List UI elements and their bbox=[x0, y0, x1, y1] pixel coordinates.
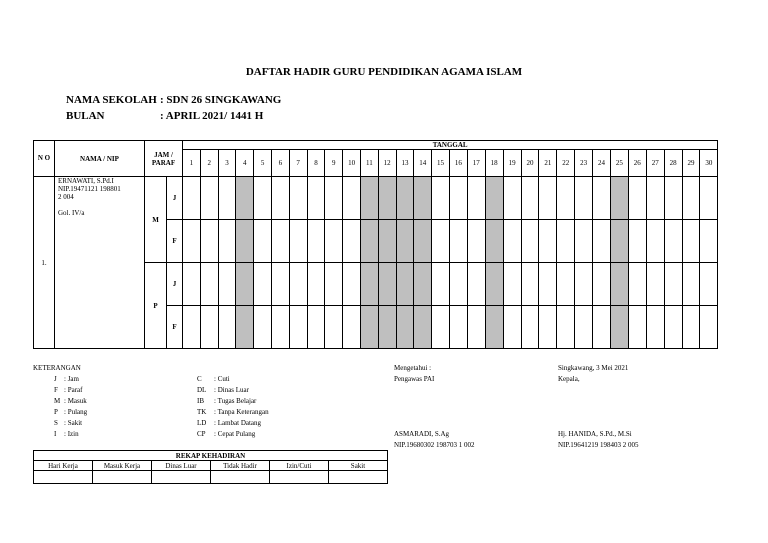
col-no-header: N O bbox=[34, 141, 55, 177]
day-header: 18 bbox=[485, 150, 503, 177]
keterangan-item bbox=[54, 397, 87, 405]
day-cell bbox=[664, 220, 682, 263]
day-cell bbox=[485, 306, 503, 349]
day-cell bbox=[646, 306, 664, 349]
day-cell bbox=[700, 306, 718, 349]
day-cell bbox=[467, 220, 485, 263]
keterangan-item bbox=[54, 375, 79, 383]
day-cell bbox=[325, 306, 343, 349]
day-cell bbox=[236, 177, 254, 220]
day-cell bbox=[467, 177, 485, 220]
day-cell bbox=[449, 220, 467, 263]
day-cell bbox=[610, 220, 628, 263]
sig-right-nip: NIP.19641219 198403 2 005 bbox=[558, 441, 639, 449]
keterangan-code: CP bbox=[197, 430, 206, 438]
day-header: 20 bbox=[521, 150, 539, 177]
keterangan-item bbox=[54, 430, 79, 438]
day-cell bbox=[254, 220, 272, 263]
keterangan-code: I bbox=[54, 430, 57, 438]
day-cell bbox=[307, 306, 325, 349]
masuk-label: M bbox=[145, 177, 167, 263]
day-cell bbox=[396, 220, 414, 263]
day-cell bbox=[396, 263, 414, 306]
day-cell bbox=[575, 306, 593, 349]
day-cell bbox=[664, 263, 682, 306]
sig-left-role: Pengawas PAI bbox=[394, 375, 435, 383]
day-cell bbox=[432, 220, 450, 263]
day-cell bbox=[575, 220, 593, 263]
keterangan-code: F bbox=[54, 386, 58, 394]
day-cell bbox=[236, 220, 254, 263]
day-cell bbox=[414, 220, 432, 263]
day-cell bbox=[700, 263, 718, 306]
keterangan-code: M bbox=[54, 397, 61, 405]
day-cell bbox=[449, 177, 467, 220]
keterangan-desc: : Paraf bbox=[64, 386, 83, 394]
day-cell bbox=[557, 306, 575, 349]
teacher-nip: NIP.19471121 198801 bbox=[58, 185, 121, 193]
sig-right-role: Kepala, bbox=[558, 375, 580, 383]
day-header: 3 bbox=[218, 150, 236, 177]
day-cell bbox=[593, 263, 611, 306]
day-cell bbox=[521, 220, 539, 263]
day-cell bbox=[682, 177, 700, 220]
keterangan-code: IB bbox=[197, 397, 204, 405]
day-cell bbox=[289, 220, 307, 263]
day-cell bbox=[628, 220, 646, 263]
day-header: 9 bbox=[325, 150, 343, 177]
day-cell bbox=[682, 220, 700, 263]
keterangan-desc: : Dinas Luar bbox=[214, 386, 249, 394]
keterangan-desc: : Cepat Pulang bbox=[214, 430, 256, 438]
day-cell bbox=[271, 263, 289, 306]
day-header: 2 bbox=[200, 150, 218, 177]
keterangan-title: KETERANGAN bbox=[33, 364, 81, 372]
teacher-name: ERNAWATI, S.Pd.I bbox=[58, 177, 114, 185]
day-cell bbox=[343, 263, 361, 306]
school-label: NAMA SEKOLAH bbox=[66, 94, 157, 106]
day-cell bbox=[610, 177, 628, 220]
day-cell bbox=[289, 306, 307, 349]
keterangan-code: DL bbox=[197, 386, 207, 394]
day-cell bbox=[236, 263, 254, 306]
day-cell bbox=[593, 306, 611, 349]
day-cell bbox=[646, 263, 664, 306]
day-header: 30 bbox=[700, 150, 718, 177]
day-cell bbox=[343, 220, 361, 263]
keterangan-item bbox=[54, 408, 87, 416]
day-cell bbox=[325, 263, 343, 306]
day-header: 21 bbox=[539, 150, 557, 177]
day-cell bbox=[200, 220, 218, 263]
day-cell bbox=[414, 177, 432, 220]
day-cell bbox=[449, 306, 467, 349]
day-cell bbox=[557, 220, 575, 263]
day-cell bbox=[593, 220, 611, 263]
teacher-info bbox=[55, 177, 145, 349]
day-cell bbox=[539, 177, 557, 220]
rekap-header: Hari Kerja bbox=[34, 461, 93, 471]
sig-left-name: ASMARADI, S.Ag bbox=[394, 430, 450, 438]
day-cell bbox=[360, 177, 378, 220]
attendance-table bbox=[33, 140, 718, 349]
day-cell bbox=[307, 263, 325, 306]
keterangan-desc: : Lambat Datang bbox=[214, 419, 262, 427]
sig-right-name: Hj. HANIDA, S.Pd., M.Si bbox=[558, 430, 632, 438]
day-cell bbox=[503, 306, 521, 349]
day-cell bbox=[485, 220, 503, 263]
day-cell bbox=[521, 177, 539, 220]
rekap-value-cell bbox=[211, 471, 270, 484]
keterangan-desc: : Sakit bbox=[64, 419, 83, 427]
keterangan-code: C bbox=[197, 375, 202, 383]
day-cell bbox=[289, 177, 307, 220]
day-cell bbox=[414, 306, 432, 349]
jam-label: J bbox=[167, 263, 183, 306]
keterangan-desc: : Izin bbox=[64, 430, 79, 438]
rekap-title: REKAP KEHADIRAN bbox=[34, 451, 388, 461]
keterangan-item bbox=[197, 386, 249, 394]
day-cell bbox=[557, 177, 575, 220]
col-jam-header: JAM / PARAF bbox=[145, 141, 183, 177]
rekap-header: Tidak Hadir bbox=[211, 461, 270, 471]
day-cell bbox=[539, 220, 557, 263]
day-header: 24 bbox=[593, 150, 611, 177]
day-cell bbox=[628, 177, 646, 220]
day-cell bbox=[521, 263, 539, 306]
rekap-value-cell bbox=[34, 471, 93, 484]
day-cell bbox=[432, 263, 450, 306]
day-cell bbox=[360, 263, 378, 306]
sig-left-intro: Mengetahui : bbox=[394, 364, 432, 372]
day-cell bbox=[700, 220, 718, 263]
day-cell bbox=[485, 263, 503, 306]
rekap-value-cell bbox=[329, 471, 388, 484]
school-info bbox=[66, 94, 281, 106]
rekap-header: Sakit bbox=[329, 461, 388, 471]
day-cell bbox=[200, 306, 218, 349]
day-cell bbox=[218, 263, 236, 306]
day-cell bbox=[628, 263, 646, 306]
rekap-table bbox=[33, 450, 388, 484]
day-header: 6 bbox=[271, 150, 289, 177]
day-header: 1 bbox=[183, 150, 201, 177]
rekap-value-cell bbox=[152, 471, 211, 484]
day-cell bbox=[503, 263, 521, 306]
day-cell bbox=[360, 306, 378, 349]
row-number: 1. bbox=[34, 177, 55, 349]
day-cell bbox=[271, 306, 289, 349]
day-cell bbox=[325, 177, 343, 220]
day-cell bbox=[307, 220, 325, 263]
day-cell bbox=[628, 306, 646, 349]
day-header: 19 bbox=[503, 150, 521, 177]
keterangan-code: LD bbox=[197, 419, 207, 427]
keterangan-code: S bbox=[54, 419, 58, 427]
day-cell bbox=[610, 306, 628, 349]
day-cell bbox=[610, 263, 628, 306]
day-cell bbox=[378, 177, 396, 220]
day-cell bbox=[539, 306, 557, 349]
day-cell bbox=[682, 306, 700, 349]
day-cell bbox=[183, 177, 201, 220]
day-cell bbox=[503, 177, 521, 220]
day-header: 14 bbox=[414, 150, 432, 177]
day-cell bbox=[200, 177, 218, 220]
keterangan-desc: : Jam bbox=[64, 375, 79, 383]
day-cell bbox=[467, 306, 485, 349]
month-value: : APRIL 2021/ 1441 H bbox=[160, 110, 264, 122]
day-cell bbox=[236, 306, 254, 349]
day-cell bbox=[432, 177, 450, 220]
day-cell bbox=[254, 177, 272, 220]
day-cell bbox=[307, 177, 325, 220]
keterangan-item bbox=[197, 419, 261, 427]
sig-right-intro: Singkawang, 3 Mei 2021 bbox=[558, 364, 629, 372]
keterangan-desc: : Cuti bbox=[214, 375, 230, 383]
keterangan-item bbox=[197, 397, 256, 405]
keterangan-item bbox=[197, 375, 230, 383]
day-cell bbox=[521, 306, 539, 349]
day-header: 10 bbox=[343, 150, 361, 177]
col-tanggal-header: TANGGAL bbox=[183, 141, 718, 150]
day-cell bbox=[289, 263, 307, 306]
paraf-label: F bbox=[167, 306, 183, 349]
day-header: 15 bbox=[432, 150, 450, 177]
keterangan-desc: : Masuk bbox=[64, 397, 87, 405]
day-header: 13 bbox=[396, 150, 414, 177]
keterangan-item bbox=[54, 419, 82, 427]
day-cell bbox=[396, 177, 414, 220]
day-cell bbox=[254, 306, 272, 349]
day-cell bbox=[646, 220, 664, 263]
day-header: 22 bbox=[557, 150, 575, 177]
day-cell bbox=[343, 177, 361, 220]
paraf-label: F bbox=[167, 220, 183, 263]
day-cell bbox=[432, 306, 450, 349]
day-cell bbox=[183, 306, 201, 349]
day-header: 8 bbox=[307, 150, 325, 177]
rekap-value-cell bbox=[270, 471, 329, 484]
document-title: DAFTAR HADIR GURU PENDIDIKAN AGAMA ISLAM bbox=[245, 66, 523, 78]
day-cell bbox=[503, 220, 521, 263]
keterangan-code: TK bbox=[197, 408, 207, 416]
teacher-nip2: 2 004 bbox=[58, 193, 74, 201]
keterangan-code: J bbox=[54, 375, 57, 383]
day-cell bbox=[539, 263, 557, 306]
teacher-gol: Gol. IV/a bbox=[58, 209, 85, 217]
school-value: : SDN 26 SINGKAWANG bbox=[160, 94, 282, 106]
day-cell bbox=[200, 263, 218, 306]
day-cell bbox=[183, 220, 201, 263]
day-header: 16 bbox=[449, 150, 467, 177]
day-cell bbox=[254, 263, 272, 306]
day-header: 23 bbox=[575, 150, 593, 177]
day-cell bbox=[646, 177, 664, 220]
month-label: BULAN bbox=[66, 110, 105, 122]
day-cell bbox=[271, 220, 289, 263]
day-cell bbox=[575, 177, 593, 220]
day-cell bbox=[700, 177, 718, 220]
day-header: 11 bbox=[360, 150, 378, 177]
keterangan-item bbox=[54, 386, 82, 394]
day-header: 5 bbox=[254, 150, 272, 177]
day-cell bbox=[664, 177, 682, 220]
day-cell bbox=[396, 306, 414, 349]
day-cell bbox=[449, 263, 467, 306]
day-header: 27 bbox=[646, 150, 664, 177]
day-cell bbox=[360, 220, 378, 263]
day-cell bbox=[485, 177, 503, 220]
day-cell bbox=[378, 220, 396, 263]
day-cell bbox=[593, 177, 611, 220]
day-cell bbox=[218, 306, 236, 349]
keterangan-code: P bbox=[54, 408, 58, 416]
day-cell bbox=[467, 263, 485, 306]
day-cell bbox=[183, 263, 201, 306]
keterangan-desc: : Tugas Belajar bbox=[214, 397, 257, 405]
day-cell bbox=[218, 177, 236, 220]
rekap-header: Masuk Kerja bbox=[93, 461, 152, 471]
day-header: 29 bbox=[682, 150, 700, 177]
sig-left-nip: NIP.19680302 198703 1 002 bbox=[394, 441, 475, 449]
day-cell bbox=[575, 263, 593, 306]
day-cell bbox=[682, 263, 700, 306]
day-cell bbox=[343, 306, 361, 349]
keterangan-desc: : Tanpa Keterangan bbox=[214, 408, 269, 416]
day-header: 28 bbox=[664, 150, 682, 177]
keterangan-item bbox=[197, 430, 255, 438]
day-cell bbox=[378, 263, 396, 306]
day-header: 7 bbox=[289, 150, 307, 177]
day-header: 4 bbox=[236, 150, 254, 177]
day-cell bbox=[218, 220, 236, 263]
day-cell bbox=[414, 263, 432, 306]
day-header: 26 bbox=[628, 150, 646, 177]
pulang-label: P bbox=[145, 263, 167, 349]
col-name-header: NAMA / NIP bbox=[55, 141, 145, 177]
keterangan-desc: : Pulang bbox=[64, 408, 88, 416]
day-header: 25 bbox=[610, 150, 628, 177]
rekap-header: Dinas Luar bbox=[152, 461, 211, 471]
jam-label: J bbox=[167, 177, 183, 220]
rekap-header: Izin/Cuti bbox=[270, 461, 329, 471]
month-info bbox=[66, 110, 263, 122]
day-cell bbox=[271, 177, 289, 220]
day-cell bbox=[664, 306, 682, 349]
day-header: 17 bbox=[467, 150, 485, 177]
rekap-value-cell bbox=[93, 471, 152, 484]
day-header: 12 bbox=[378, 150, 396, 177]
day-cell bbox=[378, 306, 396, 349]
day-cell bbox=[325, 220, 343, 263]
keterangan-item bbox=[197, 408, 269, 416]
day-cell bbox=[557, 263, 575, 306]
